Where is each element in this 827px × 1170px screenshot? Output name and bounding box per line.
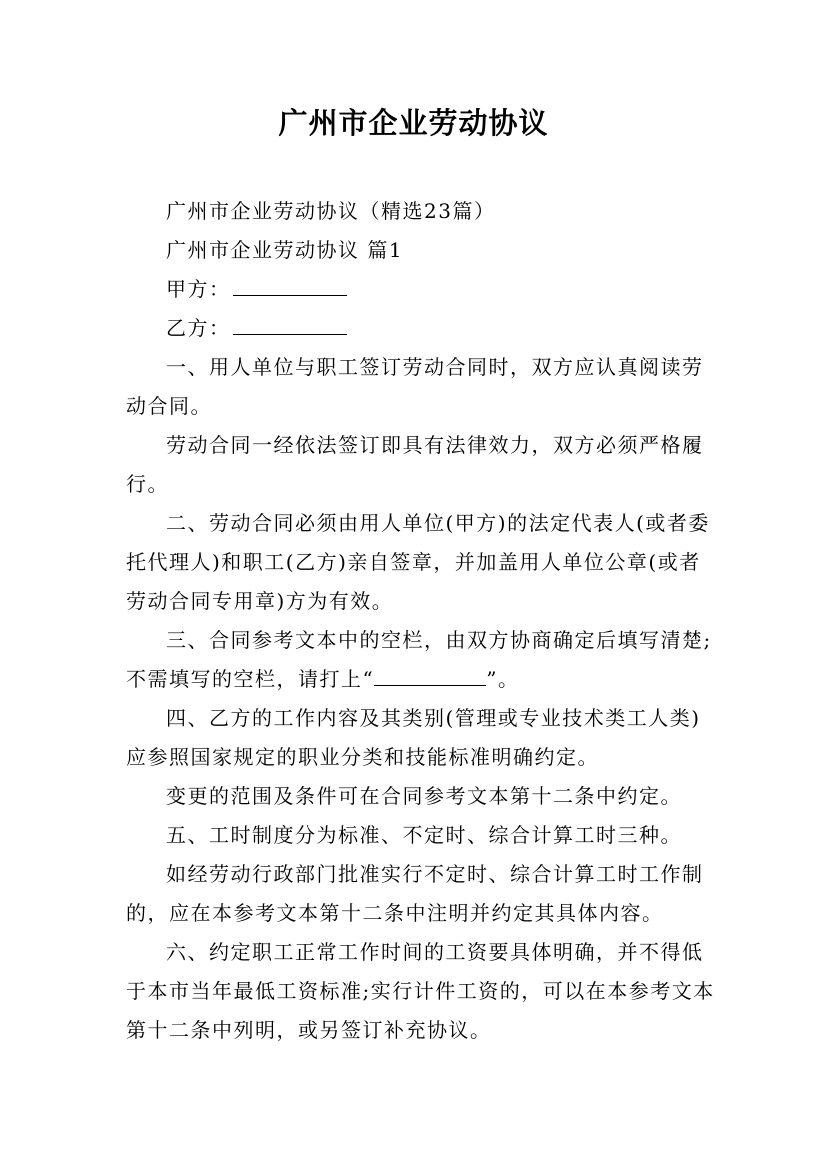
paragraph-blank-instruction xyxy=(126,621,716,699)
document-title: 广州市企业劳动协议 xyxy=(278,106,549,140)
paragraph: 一、用人单位与职工签订劳动合同时，双方应认真阅读劳动合同。 xyxy=(126,355,704,418)
party-a-label: 甲方： xyxy=(166,277,231,301)
section-heading: 广州市企业劳动协议 篇1 xyxy=(166,238,404,262)
blank-field-example xyxy=(374,684,486,686)
paragraph: 五、工时制度分为标准、不定时、综合计算工时三种。 xyxy=(166,823,682,847)
party-a-blank xyxy=(233,294,347,296)
party-b-label: 乙方： xyxy=(166,316,231,340)
party-b-blank xyxy=(233,333,347,335)
paragraph: 劳动合同一经依法签订即具有法律效力，双方必须严格履行。 xyxy=(126,433,704,496)
party-a-line xyxy=(126,270,716,309)
party-b-line xyxy=(126,309,716,348)
document-subtitle: 广州市企业劳动协议（精选23篇） xyxy=(166,199,496,223)
paragraph: 四、乙方的工作内容及其类别(管理或专业技术类工人类)应参照国家规定的职业分类和技能标准明确约定。 xyxy=(126,706,701,769)
paragraph: 如经劳动行政部门批准实行不定时、综合计算工时工作制的，应在本参考文本第十二条中注明并约定其具体内容。 xyxy=(126,862,704,925)
paragraph-text: ”。 xyxy=(486,667,520,691)
document-body xyxy=(126,192,716,1050)
paragraph-text: 三、合同参考文本中的空栏，由双方协商确定后填写清楚;不需填写的空栏，请打上“ xyxy=(126,628,712,691)
paragraph: 变更的范围及条件可在合同参考文本第十二条中约定。 xyxy=(166,784,682,808)
paragraph: 二、劳动合同必须由用人单位(甲方)的法定代表人(或者委托代理人)和职工(乙方)亲自签章，并加盖用人单位公章(或者劳动合同专用章)方为有效。 xyxy=(126,511,710,613)
paragraph: 六、约定职工正常工作时间的工资要具体明确，并不得低于本市当年最低工资标准;实行计件工资的，可以在本参考文本第十二条中列明，或另签订补充协议。 xyxy=(126,940,715,1042)
